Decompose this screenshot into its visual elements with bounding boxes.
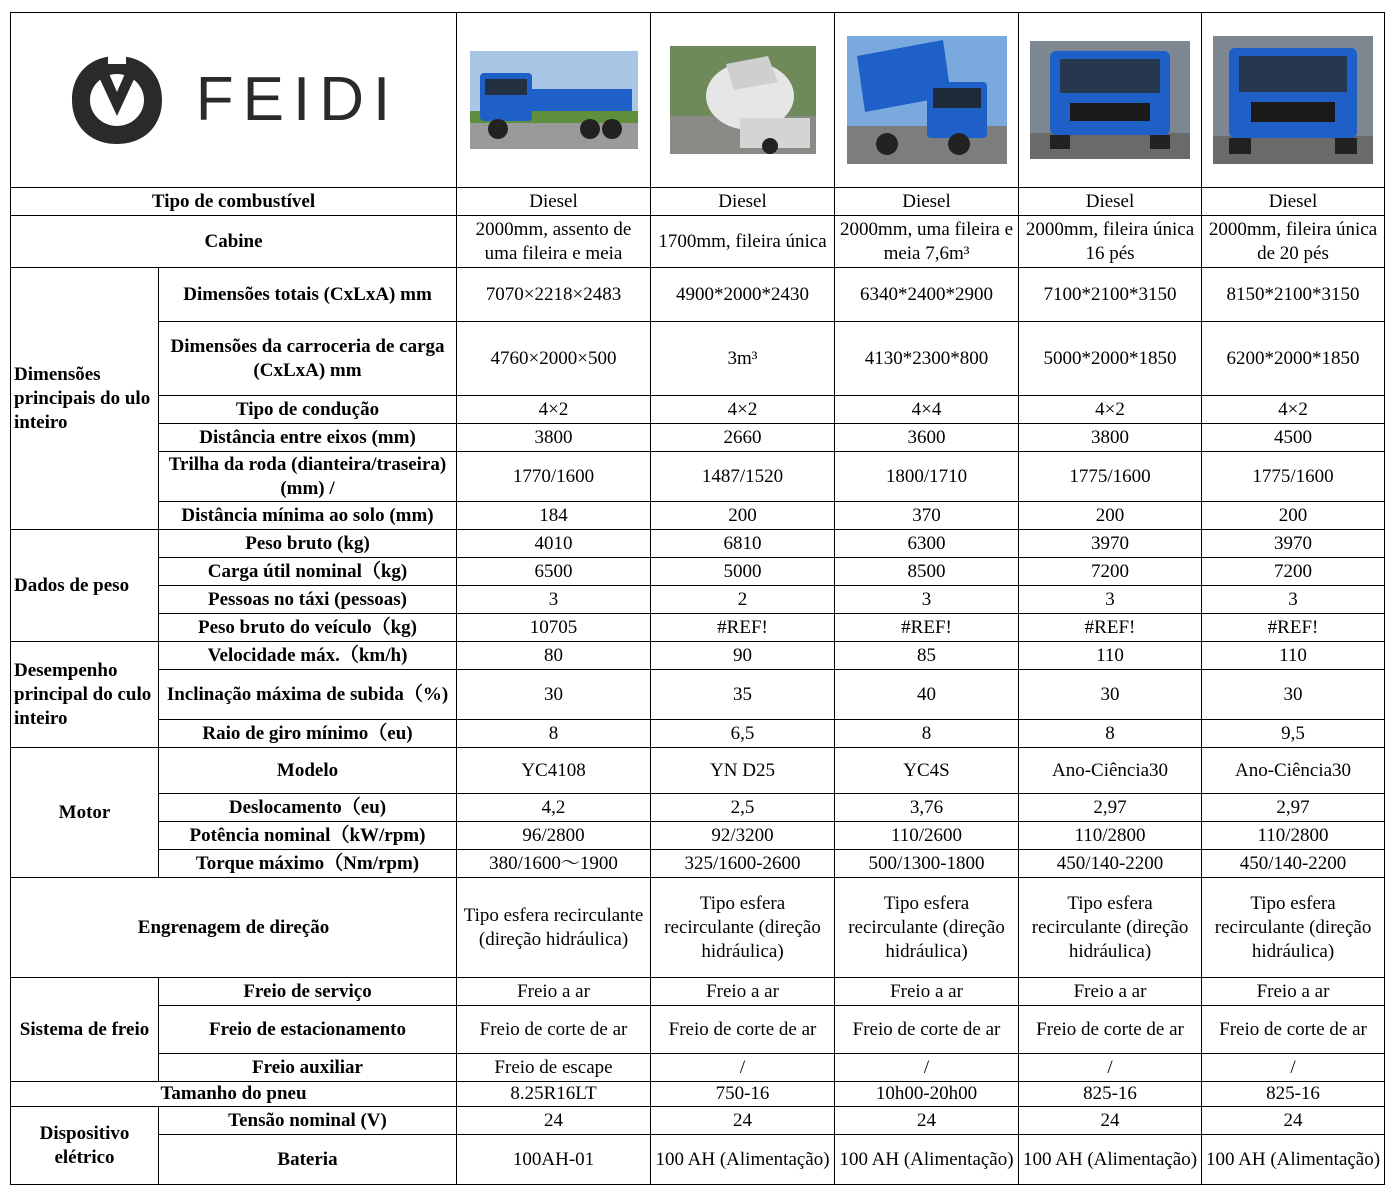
spec-value-cell: 100 AH (Alimentação) — [651, 1135, 835, 1185]
spec-value-cell: Freio de corte de ar — [457, 1006, 651, 1054]
group-label: Dimensões principais do ulo inteiro — [11, 268, 159, 530]
spec-value-cell: 1775/1600 — [1019, 452, 1202, 502]
spec-row-wheelbase — [11, 424, 1385, 452]
spec-value-cell: 370 — [835, 502, 1019, 530]
spec-value-cell: 100AH-01 — [457, 1135, 651, 1185]
spec-value-cell: 1770/1600 — [457, 452, 651, 502]
spec-row-ground-clearance — [11, 502, 1385, 530]
spec-value-cell: 8.25R16LT — [457, 1082, 651, 1107]
spec-value-cell: 4×2 — [651, 396, 835, 424]
spec-value-cell: 6200*2000*1850 — [1202, 322, 1385, 396]
vehicle-photo-cell — [1019, 13, 1202, 188]
spec-value-cell: 750-16 — [651, 1082, 835, 1107]
spec-value-cell: Freio de corte de ar — [835, 1006, 1019, 1054]
spec-row-vehicle-gross — [11, 614, 1385, 642]
spec-value-cell: 24 — [1202, 1107, 1385, 1135]
spec-value-cell: 6340*2400*2900 — [835, 268, 1019, 322]
spec-row-cargo-dims — [11, 322, 1385, 396]
vehicle-photo-cell — [651, 13, 835, 188]
spec-row-max-torque — [11, 850, 1385, 878]
spec-value-cell: Diesel — [1202, 188, 1385, 216]
spec-row-drive — [11, 396, 1385, 424]
spec-value-cell: 10705 — [457, 614, 651, 642]
spec-value-cell: 3 — [835, 586, 1019, 614]
spec-value-cell: 100 AH (Alimentação) — [1019, 1135, 1202, 1185]
spec-value-cell: Freio a ar — [1019, 978, 1202, 1006]
spec-value-cell: / — [835, 1054, 1019, 1082]
spec-value-cell: 4010 — [457, 530, 651, 558]
spec-row-turn-radius — [11, 720, 1385, 748]
spec-value-cell: 2000mm, fileira única de 20 pés — [1202, 216, 1385, 268]
spec-value-cell: Freio de escape — [457, 1054, 651, 1082]
spec-value-cell: 2,5 — [651, 794, 835, 822]
blue-cargo-truck-16ft-photo — [1022, 14, 1198, 186]
spec-value-cell: Ano-Ciência30 — [1202, 748, 1385, 794]
spec-value-cell: 3970 — [1202, 530, 1385, 558]
spec-value-cell: 200 — [1202, 502, 1385, 530]
spec-value-cell: #REF! — [651, 614, 835, 642]
spec-value-cell: 4×2 — [1202, 396, 1385, 424]
spec-value-cell: #REF! — [835, 614, 1019, 642]
spec-value-cell: Freio a ar — [1202, 978, 1385, 1006]
spec-value-cell: 40 — [835, 670, 1019, 720]
spec-value-cell: 10h00-20h00 — [835, 1082, 1019, 1107]
spec-row-service-brake — [11, 978, 1385, 1006]
spec-value-cell: 2,97 — [1019, 794, 1202, 822]
group-label: Dispositivo elétrico — [11, 1107, 159, 1185]
feidi-logo — [14, 14, 453, 186]
spec-value-cell: / — [1202, 1054, 1385, 1082]
spec-value-cell: #REF! — [1019, 614, 1202, 642]
row-label: Freio de serviço — [159, 978, 457, 1006]
spec-value-cell: Tipo esfera recirculante (direção hidráulica) — [457, 878, 651, 978]
vehicle-photo-cell — [1202, 13, 1385, 188]
spec-row-gross-weight — [11, 530, 1385, 558]
spec-value-cell: YC4108 — [457, 748, 651, 794]
spec-value-cell: 3970 — [1019, 530, 1202, 558]
spec-value-cell: Freio a ar — [835, 978, 1019, 1006]
spec-value-cell: 2000mm, uma fileira e meia 7,6m³ — [835, 216, 1019, 268]
row-label: Tensão nominal (V) — [159, 1107, 457, 1135]
row-label: Pessoas no táxi (pessoas) — [159, 586, 457, 614]
feidi-wordmark: FEIDI — [195, 65, 400, 134]
spec-row-engine-model — [11, 748, 1385, 794]
spec-value-cell: 325/1600-2600 — [651, 850, 835, 878]
spec-value-cell: 500/1300-1800 — [835, 850, 1019, 878]
spec-value-cell: 24 — [1019, 1107, 1202, 1135]
spec-value-cell: 5000*2000*1850 — [1019, 322, 1202, 396]
spec-value-cell: 100 AH (Alimentação) — [835, 1135, 1019, 1185]
spec-value-cell: 1487/1520 — [651, 452, 835, 502]
spec-value-cell: 3 — [1202, 586, 1385, 614]
spec-value-cell: 24 — [457, 1107, 651, 1135]
spec-value-cell: 4130*2300*800 — [835, 322, 1019, 396]
spec-value-cell: 4,2 — [457, 794, 651, 822]
spec-value-cell: 3,76 — [835, 794, 1019, 822]
spec-row-voltage — [11, 1107, 1385, 1135]
spec-value-cell: 184 — [457, 502, 651, 530]
spec-value-cell: 450/140-2200 — [1019, 850, 1202, 878]
spec-value-cell: Ano-Ciência30 — [1019, 748, 1202, 794]
spec-value-cell: Diesel — [1019, 188, 1202, 216]
spec-row-overall-dims — [11, 268, 1385, 322]
spec-value-cell: 200 — [651, 502, 835, 530]
concrete-mixer-truck-photo — [654, 14, 831, 186]
spec-value-cell: 110 — [1202, 642, 1385, 670]
spec-value-cell: YN D25 — [651, 748, 835, 794]
spec-value-cell: 3600 — [835, 424, 1019, 452]
spec-row-parking-brake — [11, 1006, 1385, 1054]
row-label: Carga útil nominal（kg) — [159, 558, 457, 586]
spec-value-cell: 8 — [457, 720, 651, 748]
spec-value-cell: 96/2800 — [457, 822, 651, 850]
row-label: Tamanho do pneu — [11, 1082, 457, 1107]
row-label: Freio auxiliar — [159, 1054, 457, 1082]
row-label: Torque máximo（Nm/rpm) — [159, 850, 457, 878]
spec-value-cell: 825-16 — [1202, 1082, 1385, 1107]
spec-value-cell: 8 — [835, 720, 1019, 748]
photo-row — [11, 13, 1385, 188]
row-label: Velocidade máx.（km/h) — [159, 642, 457, 670]
spec-value-cell: 6500 — [457, 558, 651, 586]
spec-value-cell: Diesel — [835, 188, 1019, 216]
spec-value-cell: 110/2800 — [1202, 822, 1385, 850]
spec-value-cell: 85 — [835, 642, 1019, 670]
spec-value-cell: #REF! — [1202, 614, 1385, 642]
vehicle-photo-cell — [457, 13, 651, 188]
spec-value-cell: 8150*2100*3150 — [1202, 268, 1385, 322]
spec-value-cell: 4760×2000×500 — [457, 322, 651, 396]
spec-value-cell: 6810 — [651, 530, 835, 558]
spec-value-cell: 825-16 — [1019, 1082, 1202, 1107]
row-label: Cabine — [11, 216, 457, 268]
spec-value-cell: Tipo esfera recirculante (direção hidráulica) — [1202, 878, 1385, 978]
spec-value-cell: 35 — [651, 670, 835, 720]
spec-value-cell: 7200 — [1202, 558, 1385, 586]
spec-value-cell: Tipo esfera recirculante (direção hidráulica) — [651, 878, 835, 978]
row-label: Peso bruto do veículo（kg) — [159, 614, 457, 642]
spec-value-cell: Tipo esfera recirculante (direção hidráulica) — [835, 878, 1019, 978]
spec-value-cell: 9,5 — [1202, 720, 1385, 748]
blue-flatbed-truck-photo — [460, 14, 647, 186]
spec-value-cell: 4500 — [1202, 424, 1385, 452]
row-label: Bateria — [159, 1135, 457, 1185]
group-label: Sistema de freio — [11, 978, 159, 1082]
row-label: Freio de estacionamento — [159, 1006, 457, 1054]
spec-value-cell: 4×4 — [835, 396, 1019, 424]
spec-row-max-speed — [11, 642, 1385, 670]
spec-value-cell: Freio a ar — [651, 978, 835, 1006]
group-label: Desempenho principal do culo inteiro — [11, 642, 159, 748]
spec-value-cell: 6300 — [835, 530, 1019, 558]
spec-row-rated-load — [11, 558, 1385, 586]
spec-value-cell: 5000 — [651, 558, 835, 586]
spec-value-cell: 450/140-2200 — [1202, 850, 1385, 878]
spec-value-cell: 3 — [1019, 586, 1202, 614]
logo-cell — [11, 13, 457, 188]
spec-row-max-grade — [11, 670, 1385, 720]
spec-row-tire — [11, 1082, 1385, 1107]
spec-value-cell: Diesel — [651, 188, 835, 216]
spec-value-cell: 90 — [651, 642, 835, 670]
spec-table — [10, 12, 1385, 1185]
spec-value-cell: 8500 — [835, 558, 1019, 586]
spec-row-battery — [11, 1135, 1385, 1185]
row-label: Modelo — [159, 748, 457, 794]
spec-value-cell: 3800 — [1019, 424, 1202, 452]
spec-value-cell: 4×2 — [457, 396, 651, 424]
spec-value-cell: 200 — [1019, 502, 1202, 530]
row-label: Tipo de combustível — [11, 188, 457, 216]
row-label: Dimensões da carroceria de carga (CxLxA) mm — [159, 322, 457, 396]
row-label: Deslocamento（eu) — [159, 794, 457, 822]
spec-value-cell: 92/3200 — [651, 822, 835, 850]
spec-value-cell: 100 AH (Alimentação) — [1202, 1135, 1385, 1185]
row-label: Peso bruto (kg) — [159, 530, 457, 558]
row-label: Potência nominal（kW/rpm) — [159, 822, 457, 850]
spec-value-cell: 110/2800 — [1019, 822, 1202, 850]
row-label: Inclinação máxima de subida（%) — [159, 670, 457, 720]
spec-value-cell: 6,5 — [651, 720, 835, 748]
spec-value-cell: Freio a ar — [457, 978, 651, 1006]
spec-value-cell: 80 — [457, 642, 651, 670]
spec-row-cab-people — [11, 586, 1385, 614]
spec-value-cell: Freio de corte de ar — [651, 1006, 835, 1054]
spec-value-cell: 110 — [1019, 642, 1202, 670]
spec-value-cell: 7200 — [1019, 558, 1202, 586]
spec-value-cell: Freio de corte de ar — [1202, 1006, 1385, 1054]
spec-value-cell: Freio de corte de ar — [1019, 1006, 1202, 1054]
row-label: Distância mínima ao solo (mm) — [159, 502, 457, 530]
spec-value-cell: YC4S — [835, 748, 1019, 794]
spec-value-cell: 2,97 — [1202, 794, 1385, 822]
spec-row-fuel — [11, 188, 1385, 216]
spec-value-cell: 30 — [1019, 670, 1202, 720]
spec-value-cell: 3 — [457, 586, 651, 614]
row-label: Engrenagem de direção — [11, 878, 457, 978]
spec-value-cell: 7100*2100*3150 — [1019, 268, 1202, 322]
spec-value-cell: 8 — [1019, 720, 1202, 748]
spec-value-cell: 2000mm, fileira única 16 pés — [1019, 216, 1202, 268]
group-label: Motor — [11, 748, 159, 878]
spec-value-cell: 2 — [651, 586, 835, 614]
spec-value-cell: / — [1019, 1054, 1202, 1082]
spec-row-aux-brake — [11, 1054, 1385, 1082]
row-label: Tipo de condução — [159, 396, 457, 424]
spec-value-cell: 4900*2000*2430 — [651, 268, 835, 322]
feidi-emblem-icon — [68, 54, 166, 146]
vehicle-photo-cell — [835, 13, 1019, 188]
spec-value-cell: 3m³ — [651, 322, 835, 396]
blue-cargo-truck-20ft-photo — [1205, 14, 1381, 186]
spec-value-cell: 30 — [1202, 670, 1385, 720]
spec-value-cell: 110/2600 — [835, 822, 1019, 850]
spec-value-cell: 30 — [457, 670, 651, 720]
spec-value-cell: 4×2 — [1019, 396, 1202, 424]
spec-value-cell: 1700mm, fileira única — [651, 216, 835, 268]
row-label: Distância entre eixos (mm) — [159, 424, 457, 452]
spec-value-cell: 1800/1710 — [835, 452, 1019, 502]
spec-row-cab — [11, 216, 1385, 268]
spec-value-cell: 380/1600～1900 — [457, 850, 651, 878]
row-label: Raio de giro mínimo（eu) — [159, 720, 457, 748]
spec-value-cell: 24 — [835, 1107, 1019, 1135]
dump-truck-photo — [838, 14, 1015, 186]
spec-value-cell: 3800 — [457, 424, 651, 452]
spec-row-displacement — [11, 794, 1385, 822]
spec-value-cell: Tipo esfera recirculante (direção hidráulica) — [1019, 878, 1202, 978]
spec-value-cell: 1775/1600 — [1202, 452, 1385, 502]
row-label: Dimensões totais (CxLxA) mm — [159, 268, 457, 322]
spec-row-steering — [11, 878, 1385, 978]
spec-value-cell: 24 — [651, 1107, 835, 1135]
spec-value-cell: / — [651, 1054, 835, 1082]
group-label: Dados de peso — [11, 530, 159, 642]
row-label: Trilha da roda (dianteira/traseira) (mm) / — [159, 452, 457, 502]
spec-value-cell: 7070×2218×2483 — [457, 268, 651, 322]
spec-value-cell: 2660 — [651, 424, 835, 452]
spec-value-cell: 2000mm, assento de uma fileira e meia — [457, 216, 651, 268]
spec-value-cell: Diesel — [457, 188, 651, 216]
spec-row-rated-power — [11, 822, 1385, 850]
spec-row-track — [11, 452, 1385, 502]
